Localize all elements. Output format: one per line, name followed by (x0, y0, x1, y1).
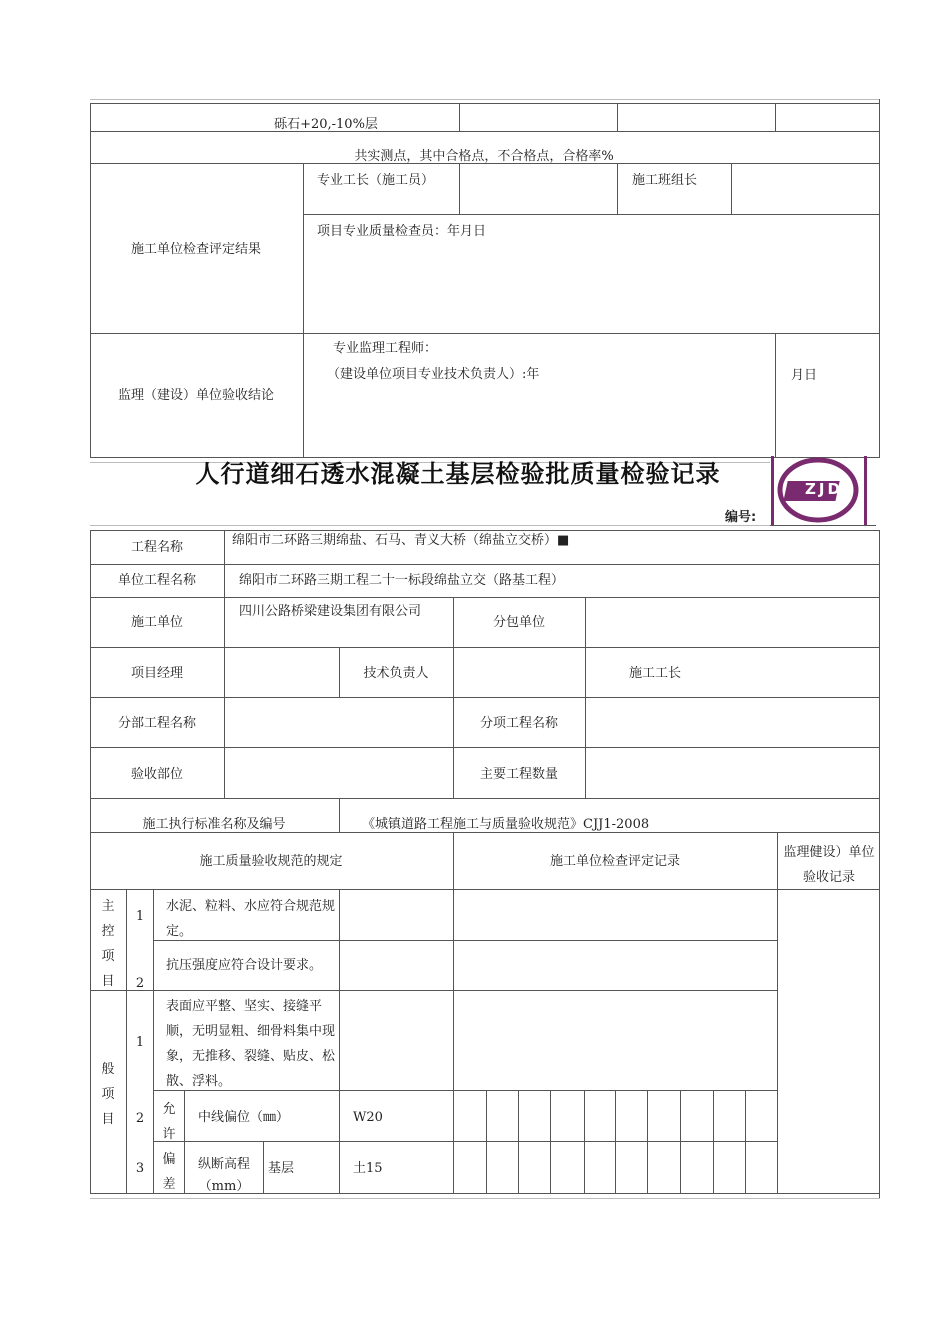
number-label: 编号: (725, 510, 757, 525)
construction-result-label: 施工单位检查评定结果 (130, 242, 262, 257)
foreman-label-info: 施工工长 (628, 666, 682, 681)
gravel-row-label: 砾石+20,-10%层 (274, 117, 378, 132)
general-items-label: 般项目 (101, 1062, 115, 1127)
row-number: 2 (135, 976, 145, 991)
allowable-deviation-label: 允许偏差 (162, 1102, 176, 1192)
project-name-value: 绵阳市二环路三期绵盐、石马、青义大桥（绵盐立交桥）■ (232, 533, 570, 548)
division-label: 分部工程名称 (117, 716, 197, 731)
row-number: 3 (135, 1161, 145, 1176)
team-leader-label: 施工班组长 (632, 173, 698, 188)
main-control-label: 主控项目 (101, 899, 115, 989)
row-number: 1 (135, 1035, 145, 1050)
contractor-label: 施工单位 (130, 615, 184, 630)
subcontractor-label: 分包单位 (492, 615, 546, 630)
row-allowance-value: W20 (353, 1110, 383, 1125)
row-requirement: 抗压强度应符合设计要求。 (166, 958, 323, 973)
unit-project-value: 绵阳市二环路三期工程二十一标段绵盐立交（路基工程） (239, 573, 565, 588)
spec-header: 施工质量验收规范的规定 (199, 854, 343, 869)
standard-value: 《城镇道路工程施工与质量验收规范》CJJ1-2008 (362, 817, 650, 832)
logo-text: ZJD (805, 480, 843, 498)
contractor-value: 四川公路桥梁建设集团有限公司 (239, 604, 422, 619)
acceptance-part-label: 验收部位 (130, 767, 184, 782)
pm-label: 项目经理 (130, 666, 184, 681)
row-requirement: 中线偏位（㎜） (198, 1110, 290, 1125)
owner-tech-lead-label: （建设单位项目专业技术负责人）:年 (327, 367, 540, 382)
row-allowance-value: 土15 (353, 1161, 383, 1176)
tech-lead-label: 技术负责人 (363, 666, 429, 681)
record-header: 施工单位检查评定记录 (549, 854, 681, 869)
subdivision-label: 分项工程名称 (479, 716, 559, 731)
main-quantity-label: 主要工程数量 (479, 767, 559, 782)
row-sub-label: 基层 (268, 1161, 295, 1176)
unit-project-label: 单位工程名称 (117, 573, 197, 588)
document-title: 人行道细石透水混凝土基层检验批质量检验记录 (195, 460, 721, 488)
foreman-label: 专业工长（施工员） (317, 173, 435, 188)
row-number: 1 (135, 909, 145, 924)
company-logo (771, 456, 879, 526)
summary-row-text: 共实测点，其中合格点，不合格点，合格率% (354, 149, 614, 164)
row-number: 2 (135, 1111, 145, 1126)
supervision-engineer-label: 专业监理工程师： (333, 341, 438, 356)
supervision-header: 监理健设）单位验收记录 (783, 845, 875, 885)
project-name-label: 工程名称 (130, 540, 184, 555)
row-requirement: 表面应平整、坚实、接缝平顺，无明显粗、细骨料集中现象，无推移、裂缝、贴皮、松散、浮料。 (166, 999, 336, 1089)
supervision-label: 监理（建设）单位验收结论 (117, 388, 275, 403)
quality-inspector-label: 项目专业质量检查员：年月日 (317, 224, 487, 239)
standard-label: 施工执行标准名称及编号 (142, 817, 286, 832)
row-requirement: 纵断高程（mm） (197, 1157, 250, 1194)
month-day-label: 月日 (791, 368, 818, 383)
row-requirement: 水泥、粒料、水应符合规范规定。 (166, 899, 336, 939)
